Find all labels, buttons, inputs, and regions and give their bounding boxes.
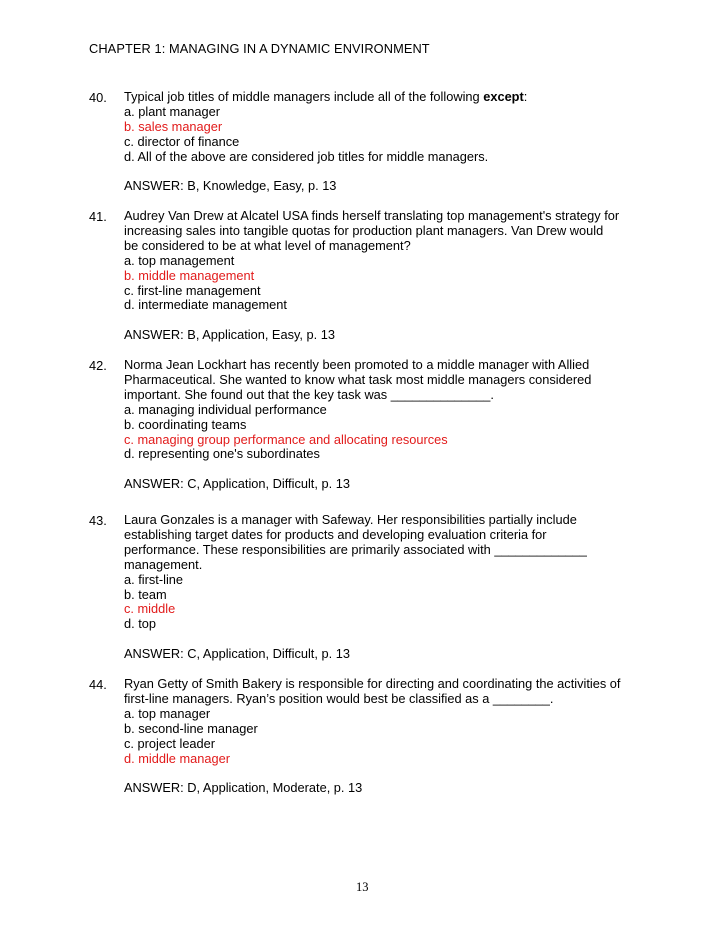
- option-d: d. representing one's subordinates: [124, 446, 320, 462]
- question-stem: [124, 90, 649, 105]
- option-b-correct: b. sales manager: [124, 118, 223, 134]
- stem-emphasis: except: [483, 89, 524, 104]
- question-stem-line: Audrey Van Drew at Alcatel USA finds herself translating top management's strategy for: [124, 208, 620, 223]
- question-stem-line: Norma Jean Lockhart has recently been promoted to a middle manager with Allied: [124, 357, 590, 372]
- question-number: 41.: [89, 209, 107, 224]
- answer-line: ANSWER: B, Knowledge, Easy, p. 13: [124, 178, 337, 194]
- stem-text: Typical job titles of middle managers include all of the following: [124, 89, 484, 104]
- option-b-correct: b. middle management: [124, 267, 255, 283]
- answer-line: ANSWER: B, Application, Easy, p. 13: [124, 327, 336, 343]
- question-stem-line: management.: [124, 556, 203, 572]
- question-stem-line: performance. These responsibilities are primarily associated with _____________: [124, 541, 587, 557]
- option-a: a. plant manager: [124, 103, 221, 119]
- option-c: c. director of finance: [124, 133, 240, 149]
- question-44: [89, 677, 649, 796]
- question-stem-line: first-line managers. Ryan’s position would best be classified as a ________.: [124, 690, 554, 706]
- option-a: a. top management: [124, 252, 235, 268]
- option-c: c. project leader: [124, 735, 216, 751]
- question-40: [89, 90, 649, 194]
- question-stem-line: increasing sales into tangible quotas for production plant managers. Van Drew would: [124, 222, 604, 238]
- option-d: d. top: [124, 616, 157, 632]
- option-a: a. first-line: [124, 571, 184, 587]
- question-stem-line: Ryan Getty of Smith Bakery is responsible for directing and coordinating the activities of: [124, 676, 621, 691]
- question-stem-line: Pharmaceutical. She wanted to know what task most middle managers considered: [124, 371, 592, 387]
- question-stem-line: important. She found out that the key task was ______________.: [124, 386, 494, 402]
- question-43: [89, 513, 649, 662]
- option-c: c. first-line management: [124, 282, 261, 298]
- question-41: [89, 209, 649, 343]
- question-number: 42.: [89, 358, 107, 373]
- option-a: a. top manager: [124, 705, 211, 721]
- question-number: 44.: [89, 677, 107, 692]
- answer-line: ANSWER: D, Application, Moderate, p. 13: [124, 780, 363, 796]
- answer-line: ANSWER: C, Application, Difficult, p. 13: [124, 646, 350, 662]
- question-stem-line: Laura Gonzales is a manager with Safeway. Her responsibilities partially include: [124, 512, 577, 527]
- option-b: b. coordinating teams: [124, 416, 247, 432]
- option-b: b. second-line manager: [124, 720, 258, 736]
- page-number: 13: [356, 880, 369, 894]
- question-number: 43.: [89, 513, 107, 528]
- question-number: 40.: [89, 90, 107, 105]
- option-d: d. All of the above are considered job titles for middle managers.: [124, 148, 489, 164]
- option-b: b. team: [124, 586, 167, 602]
- chapter-header: CHAPTER 1: MANAGING IN A DYNAMIC ENVIRONMENT: [89, 41, 430, 56]
- option-d: d. intermediate management: [124, 297, 287, 313]
- option-d-correct: d. middle manager: [124, 750, 230, 766]
- answer-line: ANSWER: C, Application, Difficult, p. 13: [124, 476, 350, 492]
- question-stem-line: be considered to be at what level of management?: [124, 237, 411, 253]
- option-a: a. managing individual performance: [124, 401, 327, 417]
- option-c-correct: c. managing group performance and allocating resources: [124, 431, 448, 447]
- question-42: [89, 358, 649, 492]
- option-c-correct: c. middle: [124, 601, 176, 617]
- stem-text: :: [523, 89, 528, 104]
- question-stem-line: establishing target dates for products and developing evaluation criteria for: [124, 526, 547, 542]
